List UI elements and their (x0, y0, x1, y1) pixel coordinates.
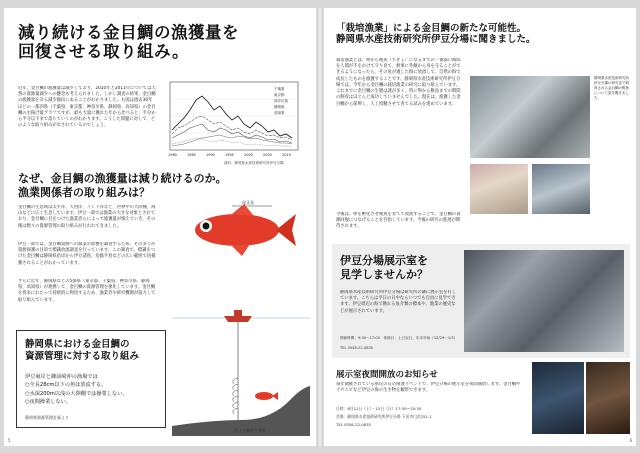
management-lead: 伊豆東岸と御前崎沖の漁場では (25, 374, 98, 380)
management-note: 静岡県資源管理計画より (25, 415, 69, 420)
boat-icon (224, 310, 252, 322)
event-text: 毎年開催されている県民の日の関連イベントで、伊豆分場の展示室を夜間開放します。金目鯛やイセエビなど伊豆の海の生き物を観察できます。 (336, 382, 521, 394)
management-title-line2: 資源管理に対する取り組み (25, 351, 140, 363)
x-tick-6: 2010 (282, 153, 291, 157)
interview-photo (470, 76, 590, 158)
right-page (324, 8, 636, 446)
question-line2: 漁業関係者の取り組みは？ (18, 185, 150, 199)
right-title (336, 24, 536, 46)
small-fish-icon (255, 392, 278, 400)
left-title-line2: 回復させる取り組み。 (18, 41, 189, 61)
lab-photo (532, 164, 590, 214)
chart-caption: 資料：静岡県水産技術研究所伊豆分場 (224, 161, 284, 165)
question-line1: なぜ、金目鯛の漁獲量は減り続けるのか。 (18, 172, 227, 185)
legend-item-1: 東京都 (274, 93, 285, 97)
body-paragraph-2: 伊豆一部では、金目鯛資源への漁業の影響を調査するため、その多くが資源保護の目的で標識放流調査を行っています。この調査で、標識をつけた金目鯛は静岡県沿岸から伊豆諸島、房総半島などの広い範囲で再捕獲されることがわかっています。 (18, 242, 156, 266)
showroom-title-line1: 伊豆分場展示室を (340, 254, 428, 267)
bait-label: あまり (216, 408, 228, 413)
right-title-line1: 「栽培漁業」による金目鯛の新たな可能性。 (336, 23, 527, 34)
management-item-1: ○水深200m以浅の大陸棚では操業しない。 (25, 390, 128, 397)
management-box (16, 330, 166, 428)
left-title (18, 24, 239, 62)
fishing-diagram (172, 198, 310, 436)
chart-x-ticks (168, 153, 291, 157)
photo-caption: 静岡県水産技術研究所伊豆分場の研究室で飼育される金目鯛の稚魚について話を聞きました。 (594, 76, 629, 101)
left-page-number: 5 (8, 438, 11, 443)
legend-item-2: 神奈川県 (274, 99, 288, 103)
showroom-title-line2: 見学しませんか？ (340, 268, 428, 282)
event-poster (532, 362, 584, 434)
x-tick-5: 2005 (263, 153, 272, 157)
x-tick-0: 1980 (168, 153, 177, 157)
interview-text-2: 今後は、卵を孵化させ稚魚を育てて放流することで、金目鯛の資源回復につなげることを目指しています。今後の研究の進展が期待されます。 (336, 212, 461, 230)
large-fish-icon (195, 204, 296, 256)
showroom-tel: TEL 0558-22-0835 (340, 346, 374, 350)
right-title-line2: 静岡県水産技術研究所伊豆分場に聞きました。 (336, 33, 536, 45)
showroom-box (332, 244, 630, 358)
x-tick-2: 1990 (206, 153, 215, 157)
left-page (4, 8, 316, 446)
legend-item-4: 高知県 (274, 111, 285, 115)
fish-length-label: 尾叉長 (242, 200, 254, 205)
catch-chart (164, 80, 304, 166)
body-paragraph-1: 金目鯛の生息域は太平洋、大西洋、インド洋など、世界中の大陸棚、海山などに広く生息しています。伊豆一部では漁業の大きな対象とされており、金目鯛に目をつけた漁業者らによって漁獲量が増えていき、その後は数々の資源管理の取り組みが行われてきました。 (18, 205, 156, 229)
showroom-hours: 開館時間：9:30〜17:00 休館日：土日祝日、年末年始（12/29〜1/3） (340, 336, 458, 340)
management-box-content (25, 373, 163, 406)
event-poster-2 (586, 362, 630, 434)
left-title-line1: 減り続ける金目鯛の漁獲量を (18, 23, 239, 42)
event-place: 会場：静岡県水産技術研究所伊豆分場 下田市白浜251-1 (336, 414, 432, 419)
figure-caption: 図｜立縄釣り漁業 (234, 428, 266, 433)
event-date: 日時：8月12日（土）・13日（日）17:30〜20:30 (336, 406, 422, 411)
showroom-text: 静岡県水産技術研究所伊豆分場は研究所の隣に展示室を有しています。こちらは平日の日中ならいつでも自由に見学できます。伊豆周辺の海で獲れる魚介類の標本や、漁業の歴史などが展示されています。 (340, 290, 457, 314)
x-tick-1: 1985 (187, 153, 196, 157)
interview-text: 栽培漁業とは、卵から稚魚（ちぎょ）になるまでの一番弱い期間を人間が手をかけて守り育て、無事に外敵から身を守ることができるようになったら、その魚が適した海に放流して、自然の海で成長したものを漁獲することです。静岡県水産技術研究所伊豆分場では、今年から金目鯛の栽培漁業の研究に取り組んでいます。これまでに金目鯛の生態は謎が多く、特に卵から稚魚までの期間の飼育はほとんど成功していませんでした。現在は、漁獲した金目鯛から採卵し、人工授精させて育てる試みを進めています。 (336, 58, 461, 107)
question-heading (18, 172, 227, 200)
x-tick-3: 1995 (225, 153, 234, 157)
legend-item-3: 静岡県 (274, 105, 285, 109)
event-tel: TEL 0558-22-0835 (336, 422, 371, 427)
showroom-photo (464, 250, 624, 352)
x-tick-4: 2000 (244, 153, 253, 157)
management-title-line1: 静岡県における金目鯛の (25, 339, 130, 350)
tank-photo (470, 164, 528, 214)
legend-item-0: 千葉県 (274, 87, 285, 91)
page-gutter (317, 8, 323, 446)
body-paragraph-3: さらに近年、静岡県などの5都県（東京都、千葉県、神奈川県、静岡県、高知県）が連携して、金目鯛の資源管理を強化しています。金目鯛を将来にわたって持続的に利用するため、漁業者や研究機関が協力して取り組んでいます。 (18, 279, 156, 303)
intro-text: 近年、金目鯛の漁獲量は減少しており、2010年と2011年については天然の資源量減少への懸念も考えられました。しかし調査の結果、金目鯛の漁獲量を計る減少傾向にあることがわかりました。右図は過去30年ほどの一都四県（千葉県、東京都、神奈川県、静岡県、高知県）の金目鯛の水揚げ量グラフですが、最も大量に獲れた年から比べると、半分から半分以下まで落ちていくのがわかります。こうした問題に対して、どのような取り組みがなされているのでしょう。 (18, 86, 156, 129)
management-box-title (25, 339, 139, 364)
right-page-number: 6 (629, 438, 632, 443)
showroom-title (340, 254, 428, 283)
management-item-0: ○全長28cm以下の魚は放流する。 (25, 382, 107, 389)
management-item-2: ○夜間操業しない。 (25, 398, 72, 405)
hook-branches (233, 378, 238, 414)
event-title: 展示室夜間開放のお知らせ (336, 370, 438, 380)
